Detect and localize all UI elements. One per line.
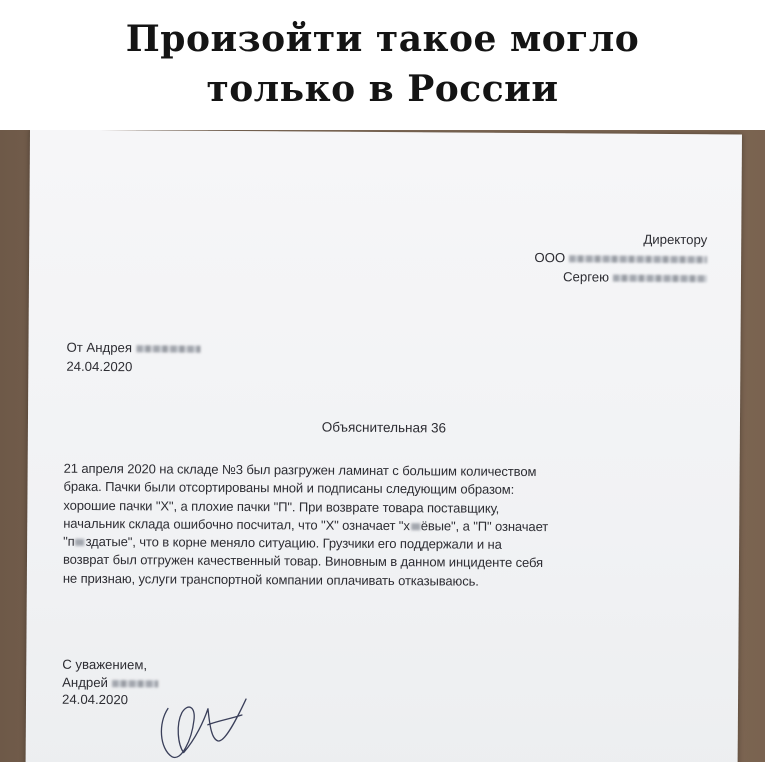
body-line-part: "п [63,533,75,550]
addressee-block [534,229,707,287]
document-body [63,460,714,593]
document-photo [0,130,765,762]
addressee-company [534,248,707,268]
redacted-company-name [569,255,707,263]
redacted-sender-surname [136,345,200,352]
meme-caption [0,0,765,130]
document-title: Объяснительная 36 [321,419,447,436]
body-line: не признаю, услуги транспортной компании оплачивать отказываюсь. [62,570,479,589]
body-line: возврат был отгружен качественный товар. Виновным в данном инциденте себя [62,552,544,571]
addressee-name [534,267,707,287]
body-line: брака. Пачки были отсортированы мной и подписаны следующим образом: [63,479,515,498]
censored-letter [411,523,420,530]
body-line-part: здатые", что в корне меняло ситуацию. Грузчики его поддержали и на [85,534,502,553]
meme-caption-line-2: только в России [206,68,559,110]
closing-regards: С уважением, [62,656,148,673]
body-line: хорошие пачки "Х", а плохие пачки "П". При возврате товара поставщику, [63,497,500,516]
addressee-company-label: ООО [534,250,566,266]
sender-name [66,338,200,358]
closing-first-name: Андрей [62,674,109,690]
addressee-title: Директору [643,231,708,248]
sender-date: 24.04.2020 [66,358,133,375]
signature-icon [138,668,259,762]
meme-caption-line-1: Произойти такое могло [125,18,640,60]
body-line: 21 апреля 2020 на складе №3 был разгружен ламинат с большим количеством [63,460,537,480]
sender-label: От Андрея [66,339,133,356]
redacted-surname [613,275,707,283]
closing-date: 24.04.2020 [61,691,129,708]
body-line-part: начальник склада ошибочно посчитал, что "Х" означает "х [63,515,410,534]
body-line-part: ёвые", а "П" означает [420,518,549,535]
paper-sheet [25,130,742,762]
censored-letter [76,539,85,546]
sender-block [66,338,200,377]
addressee-first-name: Сергею [563,269,610,285]
